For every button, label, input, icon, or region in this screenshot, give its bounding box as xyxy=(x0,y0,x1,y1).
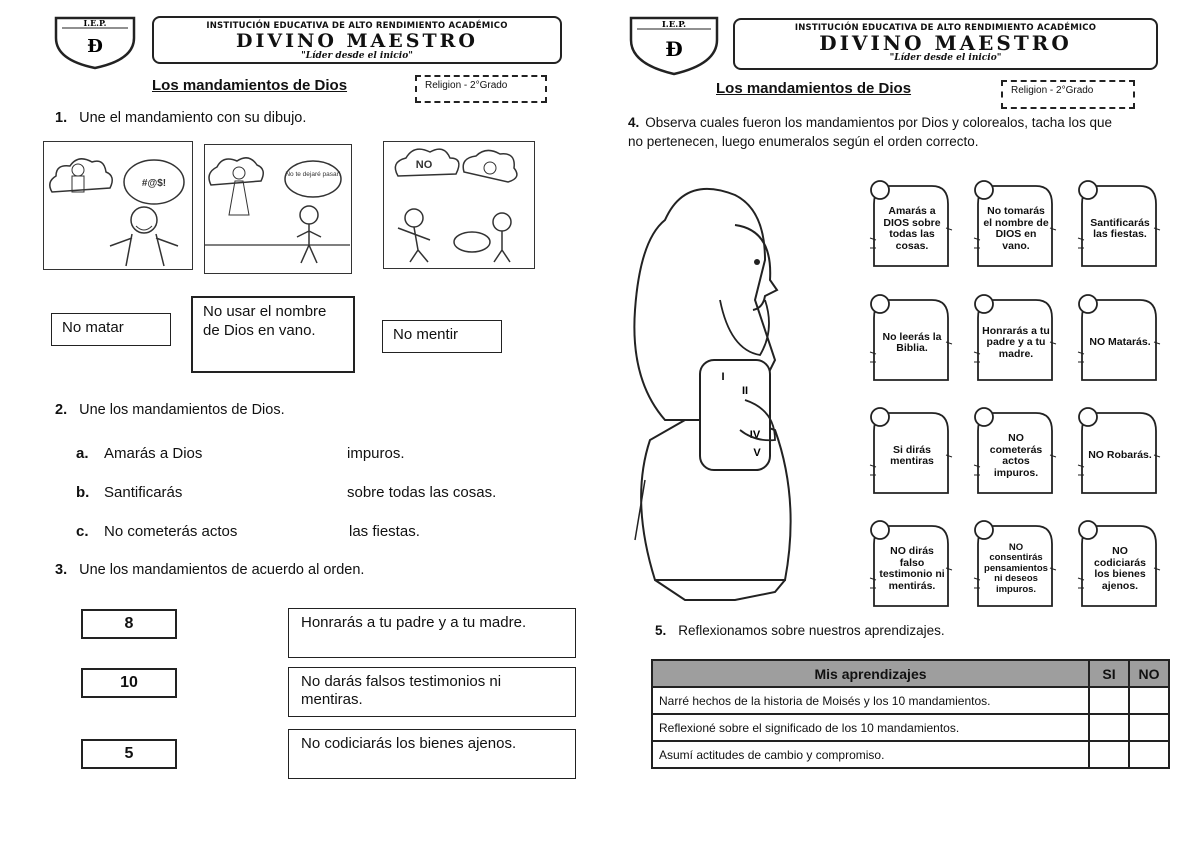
picture-frame-3 xyxy=(383,141,535,269)
svg-text:NO: NO xyxy=(415,159,433,171)
question-4: 4. Observa cuales fueron los mandamientos por Dios y colorealos, tacha los que no pertenecen, luego enumeralos según el orden correcto. xyxy=(628,115,1113,149)
grade-label-right: Religion - 2°Grado xyxy=(1001,80,1135,109)
school-slogan: "Líder desde el inicio" xyxy=(889,53,1002,63)
moses-illustration xyxy=(625,180,840,610)
commandment-tablet-10: NO dirás falso testimonio ni mentirás. xyxy=(866,518,956,610)
commandment-tablet-12: NO codiciarás los bienes ajenos. xyxy=(1074,518,1164,610)
grade-label-left: Religion - 2°Grado xyxy=(415,75,547,103)
institution-name: INSTITUCIÓN EDUCATIVA DE ALTO RENDIMIENTO ACADÉMICO xyxy=(794,23,1097,33)
table-header-aprendizajes: Mis aprendizajes xyxy=(652,660,1089,687)
commandment-tablet-4: No leerás la Biblia. xyxy=(866,292,956,384)
q3-text-3: No codiciarás los bienes ajenos. xyxy=(288,729,576,779)
q3-number-2: 10 xyxy=(81,668,177,698)
svg-text:Ð: Ð xyxy=(87,36,103,57)
commandment-tablet-11: NO consentirás pensamientos ni deseos impuros. xyxy=(970,518,1060,610)
checkbox-si[interactable] xyxy=(1089,741,1129,768)
school-crest-right xyxy=(627,14,721,76)
question-3: 3. Une los mandamientos de acuerdo al orden. xyxy=(55,562,365,578)
svg-text:I: I xyxy=(721,371,725,383)
q2-left-b: b. Santificarás xyxy=(76,484,183,501)
q2-right-1: impuros. xyxy=(347,445,405,462)
svg-text:V: V xyxy=(753,447,761,459)
svg-text:II: II xyxy=(741,385,749,397)
checkbox-si[interactable] xyxy=(1089,687,1129,714)
q2-left-c: c. No cometerás actos xyxy=(76,523,238,540)
commandment-tablet-7: Si dirás mentiras xyxy=(866,405,956,497)
page-title-left: Los mandamientos de Dios xyxy=(152,77,348,94)
school-slogan: "Líder desde el inicio" xyxy=(301,51,413,61)
q1-label-nombre-en-vano: No usar el nombre de Dios en vano. xyxy=(191,296,355,373)
q2-right-3: las fiestas. xyxy=(349,523,420,540)
table-row: Narré hechos de la historia de Moisés y los 10 mandamientos. xyxy=(652,687,1169,714)
school-header-left xyxy=(152,16,562,64)
picture-frame-1 xyxy=(43,141,193,270)
question-2: 2. Une los mandamientos de Dios. xyxy=(55,402,285,418)
q1-label-no-mentir: No mentir xyxy=(382,320,502,353)
picture-frame-2 xyxy=(204,144,352,274)
svg-text:I.E.P.: I.E.P. xyxy=(661,20,687,30)
table-row: Asumí actitudes de cambio y compromiso. xyxy=(652,741,1169,768)
institution-name: INSTITUCIÓN EDUCATIVA DE ALTO RENDIMIENTO ACADÉMICO xyxy=(206,21,508,31)
svg-text:No te dejaré pasar!: No te dejaré pasar! xyxy=(285,171,341,178)
svg-text:#@$!: #@$! xyxy=(141,178,167,189)
svg-text:IV: IV xyxy=(749,429,761,441)
commandment-tablet-9: NO Robarás. xyxy=(1074,405,1164,497)
q2-left-a: a. Amarás a Dios xyxy=(76,445,203,462)
q3-text-1: Honrarás a tu padre y a tu madre. xyxy=(288,608,576,658)
q3-number-1: 8 xyxy=(81,609,177,639)
commandment-tablet-3: Santificarás las fiestas. xyxy=(1074,178,1164,270)
school-header-right xyxy=(733,18,1158,70)
table-header-si: SI xyxy=(1089,660,1129,687)
question-5: 5. Reflexionamos sobre nuestros aprendizajes. xyxy=(655,623,945,638)
table-header-no: NO xyxy=(1129,660,1169,687)
q1-label-no-matar: No matar xyxy=(51,313,171,346)
learning-reflection-table xyxy=(651,659,1170,769)
q3-text-2: No darás falsos testimonios ni mentiras. xyxy=(288,667,576,717)
school-name: DIVINO MAESTRO xyxy=(236,30,478,52)
checkbox-no[interactable] xyxy=(1129,741,1169,768)
commandment-tablet-6: NO Matarás. xyxy=(1074,292,1164,384)
page-title-right: Los mandamientos de Dios xyxy=(716,80,912,97)
commandment-tablet-1: Amarás a DIOS sobre todas las cosas. xyxy=(866,178,956,270)
school-crest-left xyxy=(52,14,138,70)
checkbox-no[interactable] xyxy=(1129,687,1169,714)
svg-text:Ð: Ð xyxy=(665,37,683,61)
checkbox-no[interactable] xyxy=(1129,714,1169,741)
q2-right-2: sobre todas las cosas. xyxy=(347,484,497,501)
question-1: 1. Une el mandamiento con su dibujo. xyxy=(55,110,307,126)
table-row: Reflexioné sobre el significado de los 10 mandamientos. xyxy=(652,714,1169,741)
q3-number-3: 5 xyxy=(81,739,177,769)
svg-text:I.E.P.: I.E.P. xyxy=(83,18,107,28)
commandment-tablet-5: Honrarás a tu padre y a tu madre. xyxy=(970,292,1060,384)
checkbox-si[interactable] xyxy=(1089,714,1129,741)
school-name: DIVINO MAESTRO xyxy=(819,31,1072,55)
commandment-tablet-2: No tomarás el nombre de DIOS en vano. xyxy=(970,178,1060,270)
commandment-tablet-8: NO cometerás actos impuros. xyxy=(970,405,1060,497)
